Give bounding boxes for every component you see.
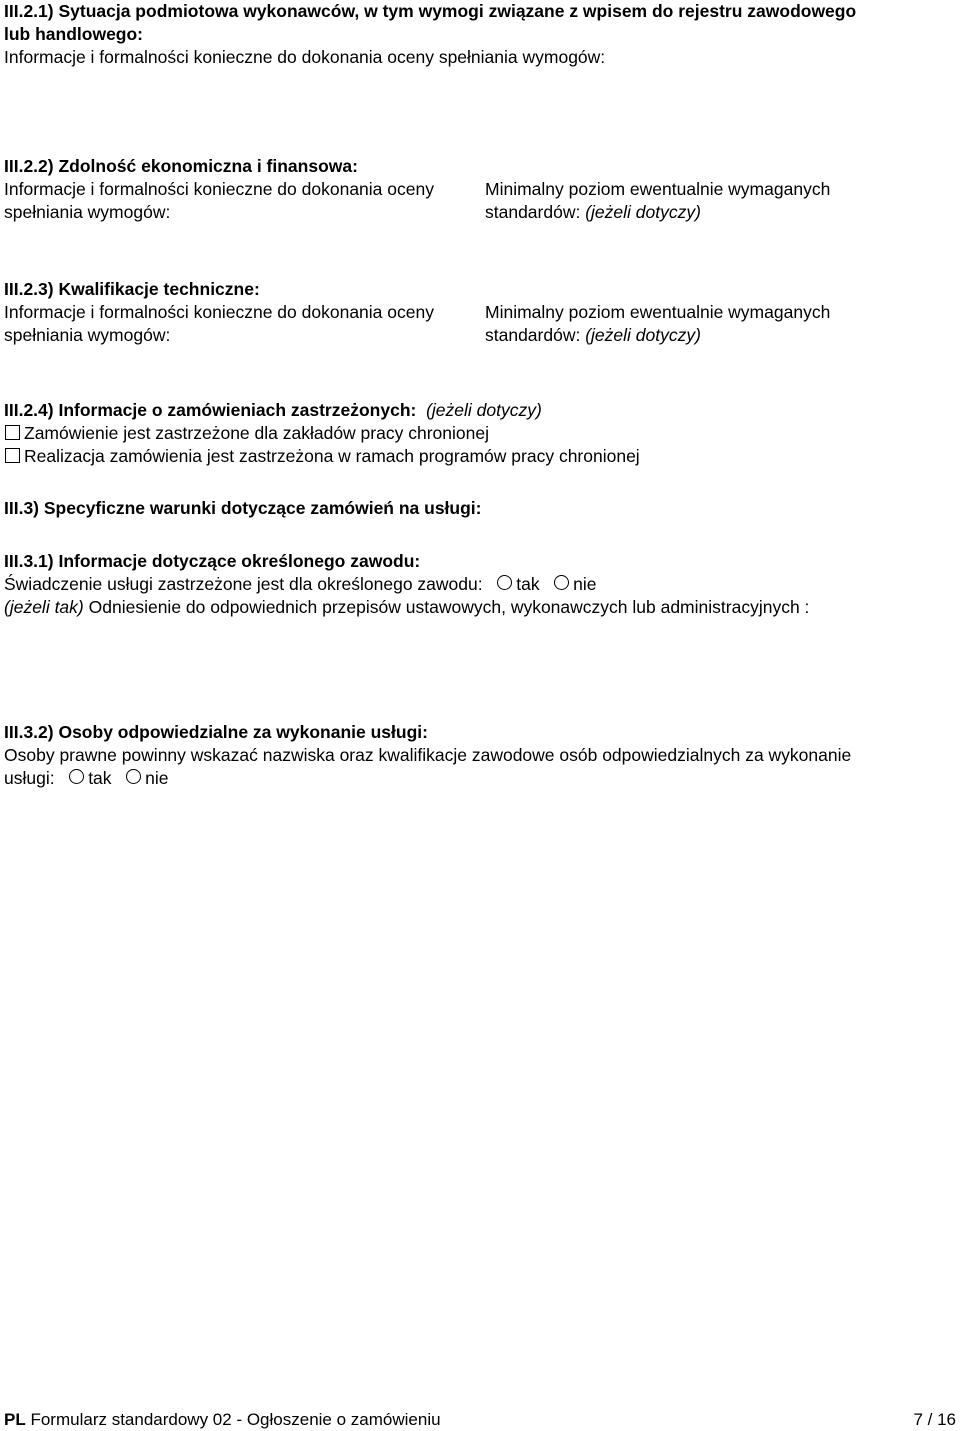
radio-no-icon[interactable] — [126, 769, 141, 784]
option-label: Zamówienie jest zastrzeżone dla zakładów pracy chronionej — [24, 423, 489, 443]
radio-no-icon[interactable] — [554, 575, 569, 590]
info-label-cont: spełniania wymogów: — [4, 325, 171, 345]
section-iii-2-4 — [4, 399, 956, 468]
section-heading: III.2.4) Informacje o zamówieniach zastrzeżonych: — [4, 400, 417, 420]
footer-page-number: 7 / 16 — [913, 1410, 956, 1429]
info-label: Informacje i formalności konieczne do dokonania oceny — [4, 179, 434, 199]
section-heading: III.3.1) Informacje dotyczące określonego zawodu: — [4, 551, 421, 571]
section-iii-2-2 — [4, 155, 956, 224]
question-label: Świadczenie usługi zastrzeżone jest dla określonego zawodu: — [4, 574, 483, 594]
standards-label: Minimalny poziom ewentualnie wymaganych — [485, 302, 831, 322]
section-heading: III.3) Specyficzne warunki dotyczące zamówień na usługi: — [4, 498, 482, 518]
radio-yes-icon[interactable] — [69, 769, 84, 784]
section-iii-2-3 — [4, 278, 956, 347]
if-applicable-note: (jeżeli dotyczy) — [426, 400, 542, 420]
page-footer — [4, 1408, 956, 1431]
checkbox-icon[interactable] — [5, 448, 20, 463]
option-sheltered-programs[interactable] — [4, 445, 956, 468]
footer-language: PL — [4, 1410, 26, 1429]
section-heading: III.2.1) Sytuacja podmiotowa wykonawców, w tym wymogi związane z wpisem do rejestru zawodowego — [4, 1, 857, 21]
section-heading-cont: lub handlowego: — [4, 24, 144, 44]
reference-label: Odniesienie do odpowiednich przepisów ustawowych, wykonawczych lub administracyjnych : — [88, 597, 810, 617]
section-iii-2-1 — [4, 0, 956, 69]
radio-no-label: nie — [573, 574, 597, 594]
radio-no-label: nie — [145, 768, 169, 788]
section-heading: III.2.2) Zdolność ekonomiczna i finansowa: — [4, 156, 358, 176]
radio-yes-label: tak — [516, 574, 540, 594]
section-iii-3 — [4, 497, 956, 520]
option-sheltered-workshops[interactable] — [4, 422, 956, 445]
standards-label-cont: standardów: — [485, 202, 581, 222]
radio-yes-icon[interactable] — [497, 575, 512, 590]
persons-text-cont: usługi: — [4, 768, 55, 788]
checkbox-icon[interactable] — [5, 425, 20, 440]
if-applicable-note: (jeżeli dotyczy) — [585, 202, 701, 222]
radio-yes-label: tak — [88, 768, 112, 788]
info-label: Informacje i formalności konieczne do dokonania oceny spełniania wymogów: — [4, 47, 606, 67]
section-iii-3-1 — [4, 550, 956, 619]
if-yes-note: (jeżeli tak) — [4, 597, 84, 617]
section-iii-3-2 — [4, 721, 956, 790]
persons-text: Osoby prawne powinny wskazać nazwiska oraz kwalifikacje zawodowe osób odpowiedzialnych za wykonanie — [4, 745, 852, 765]
option-label: Realizacja zamówienia jest zastrzeżona w ramach programów pracy chronionej — [24, 446, 640, 466]
standards-label: Minimalny poziom ewentualnie wymaganych — [485, 179, 831, 199]
footer-form-title: Formularz standardowy 02 - Ogłoszenie o zamówieniu — [30, 1410, 441, 1429]
section-heading: III.3.2) Osoby odpowiedzialne za wykonanie usługi: — [4, 722, 428, 742]
info-label-cont: spełniania wymogów: — [4, 202, 171, 222]
section-heading: III.2.3) Kwalifikacje techniczne: — [4, 279, 260, 299]
if-applicable-note: (jeżeli dotyczy) — [585, 325, 701, 345]
info-label: Informacje i formalności konieczne do dokonania oceny — [4, 302, 434, 322]
standards-label-cont: standardów: — [485, 325, 581, 345]
